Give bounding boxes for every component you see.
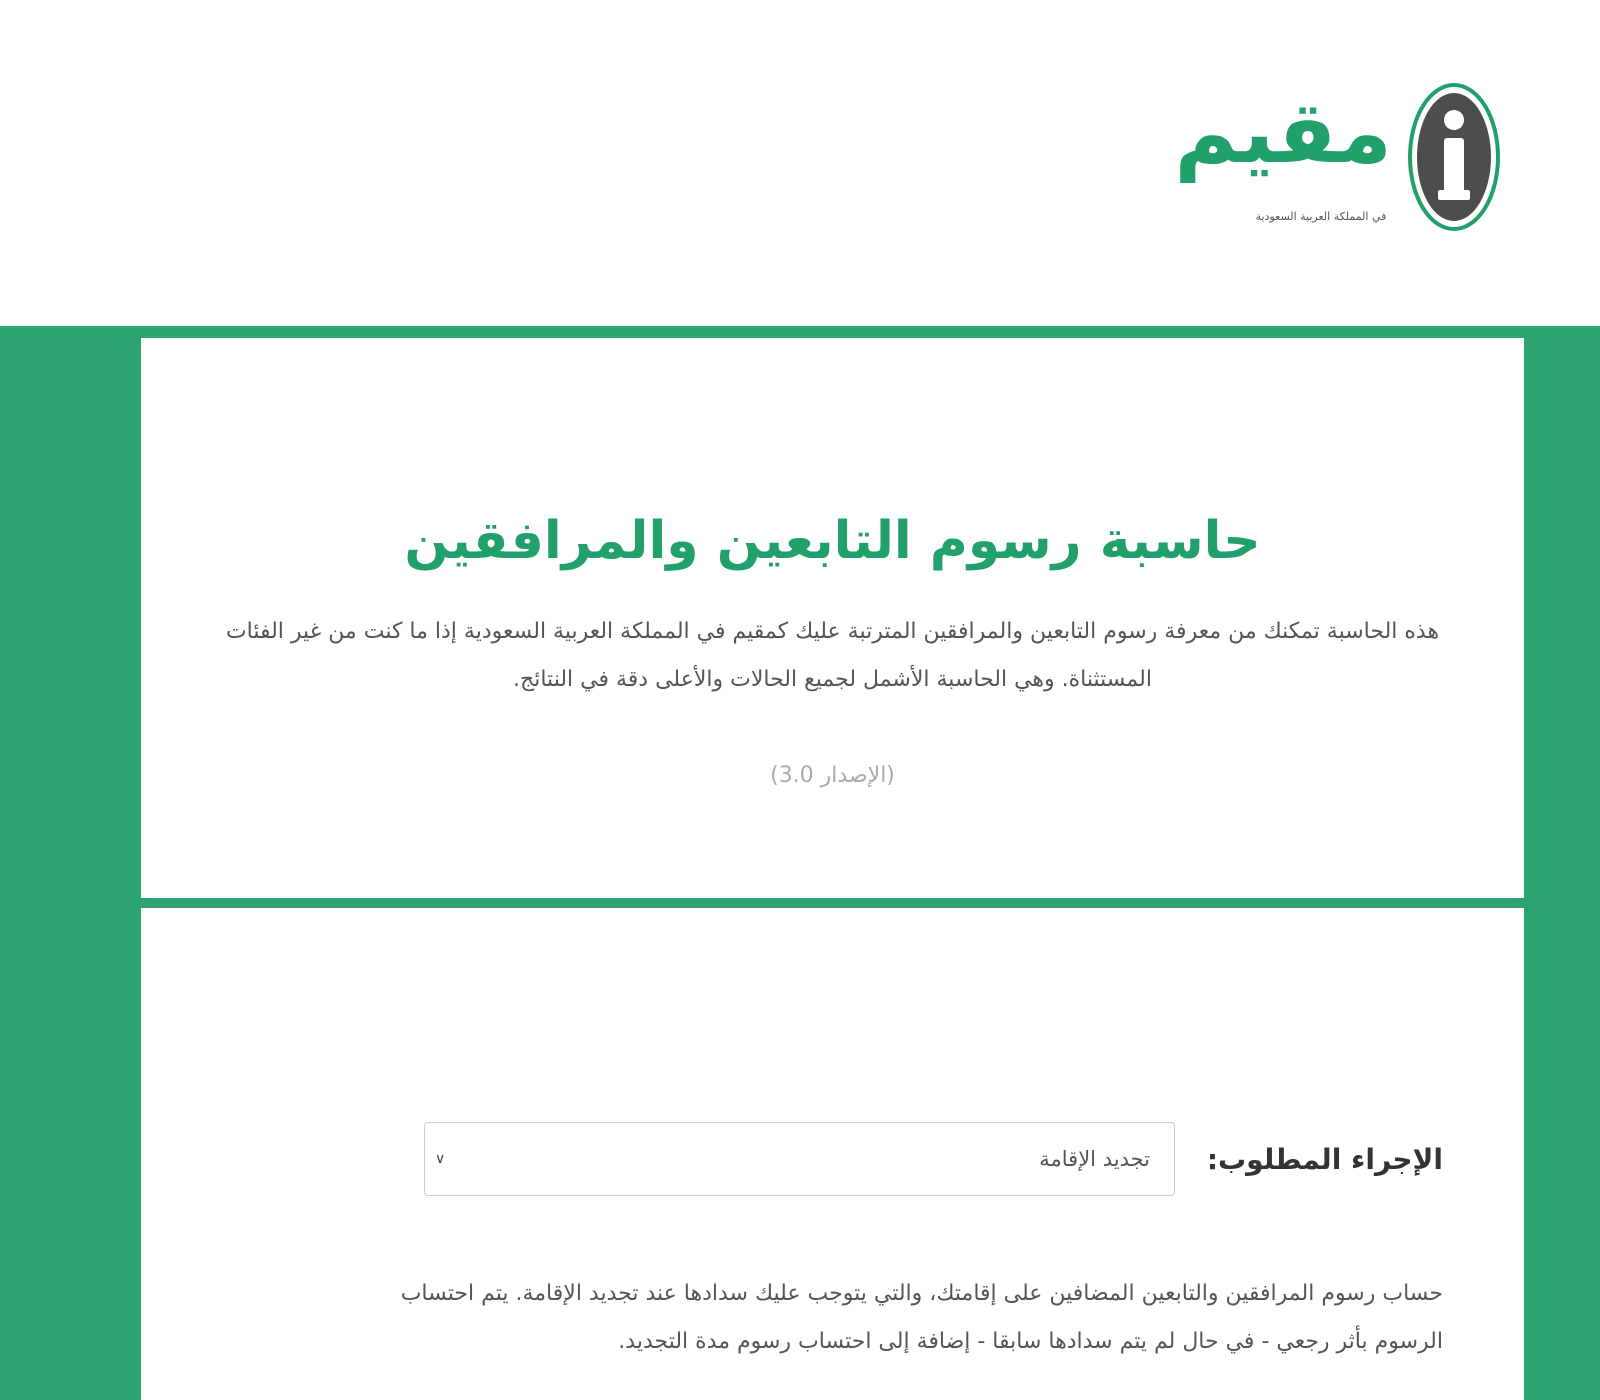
site-header: [0, 0, 1600, 326]
intro-description: هذه الحاسبة تمكنك من معرفة رسوم التابعين والمرافقين المترتبة عليك كمقيم في المملكة العربية السعودية إذا ما كنت من غير الفئات المستثناة. وهي الحاسبة الأشمل لجميع الحالات والأعلى دقة في النتائج.: [225, 619, 1440, 692]
intro-card: [141, 338, 1524, 898]
action-select-value: تجديد الإقامة: [1039, 1147, 1150, 1171]
logo-subtitle: في المملكة العربية السعودية: [1255, 210, 1387, 223]
page-title: حاسبة رسوم التابعين والمرافقين: [404, 511, 1261, 571]
action-description: حساب رسوم المرافقين والتابعين المضافين على إقامتك، والتي يتوجب عليك سدادها عند تجديد الإقامة. يتم احتساب الرسوم بأثر رجعي - في حال لم يتم سدادها سابقا - إضافة إلى احتساب رسوم مدة التجديد.: [400, 1281, 1443, 1354]
chevron-down-icon: ∨: [435, 1151, 446, 1167]
action-field-label: الإجراء المطلوب:: [1206, 1143, 1443, 1176]
site-logo[interactable]: [1174, 78, 1506, 238]
info-icon: [1408, 82, 1500, 232]
action-select[interactable]: [424, 1122, 1175, 1196]
logo-wordmark: مقيم: [1174, 83, 1392, 183]
form-card: [141, 908, 1524, 1400]
version-label: (الإصدار 3.0): [770, 763, 895, 788]
